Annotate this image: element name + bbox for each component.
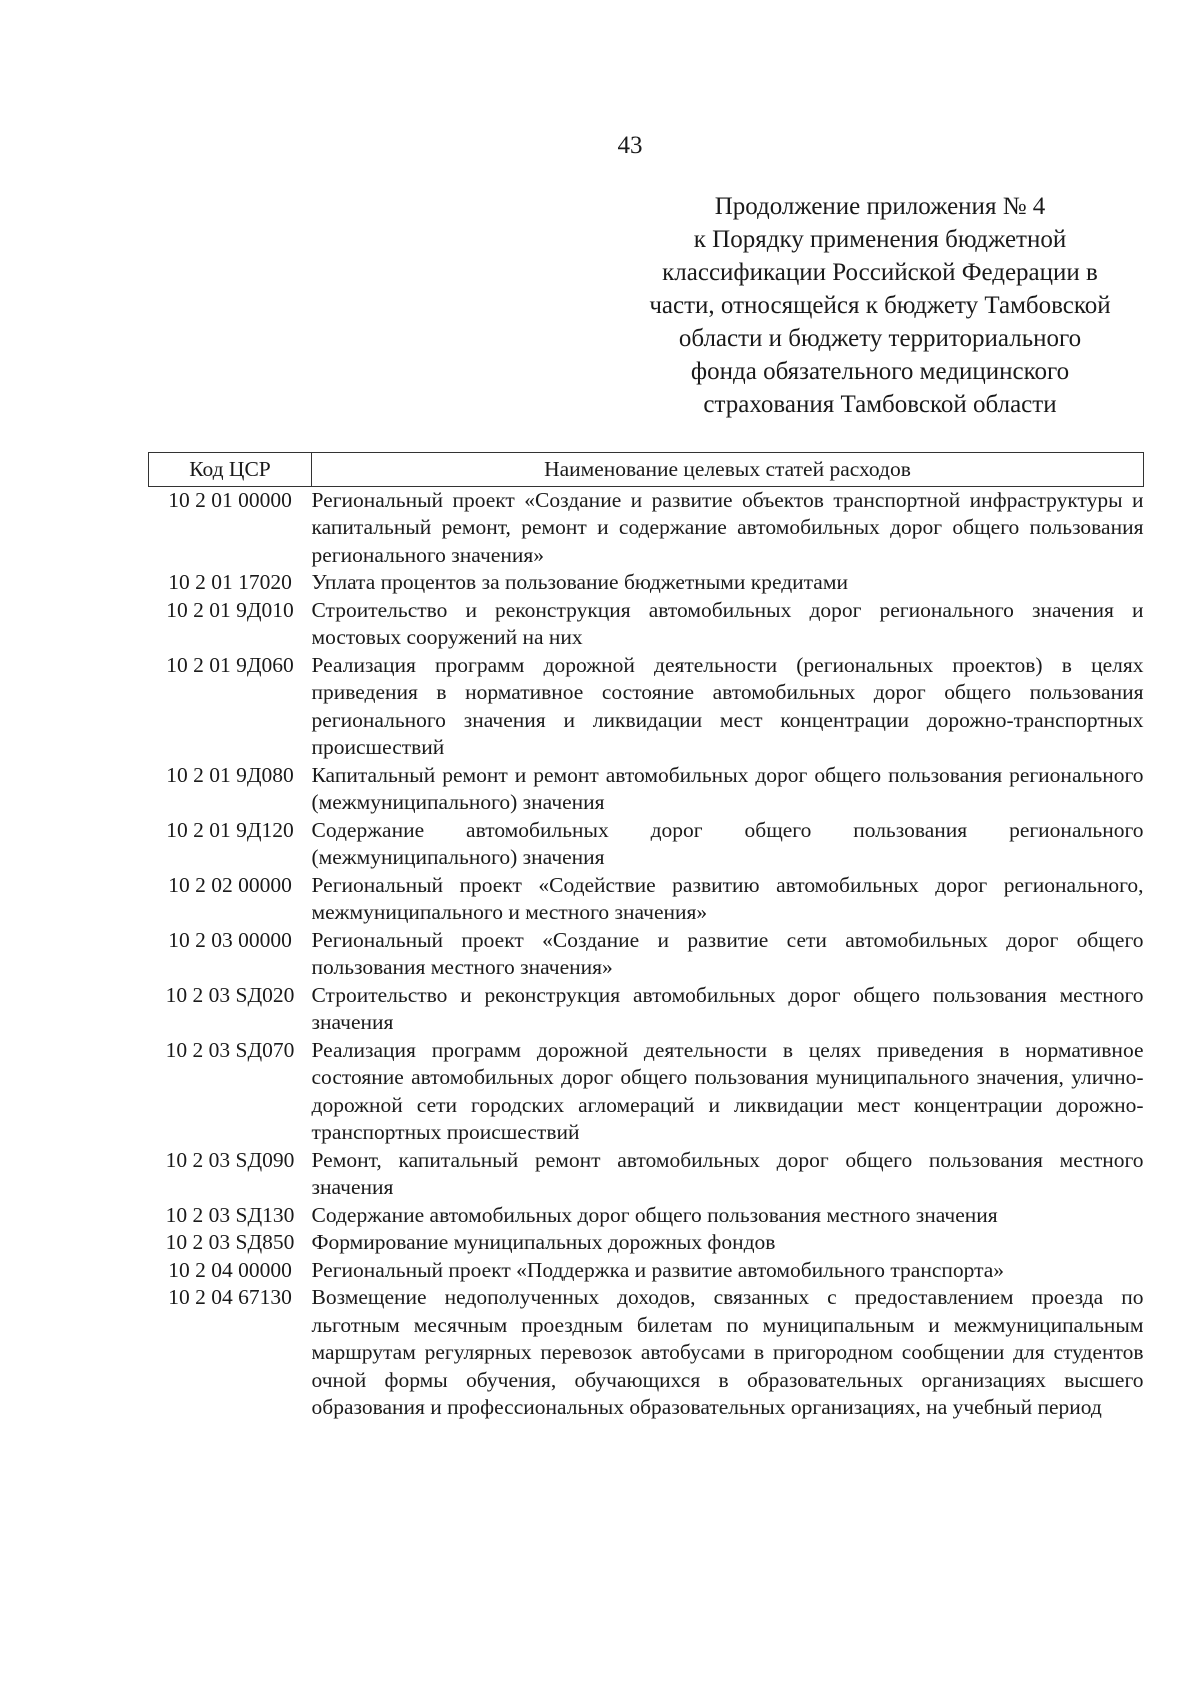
row-code: 10 2 03 SД850 xyxy=(165,1230,295,1254)
table-row xyxy=(149,762,1144,817)
table-row xyxy=(149,1147,1144,1202)
row-name: Реализация программ дорожной деятельности (региональных проектов) в целях приведения в нормативное состояние автомобильных дорог общего пользования регионального значения и ликвидации мест концентрации дорожно-транспортных происшествий xyxy=(311,652,1144,759)
row-code: 10 2 02 00000 xyxy=(168,872,292,897)
row-code: 10 2 01 9Д060 xyxy=(166,652,294,677)
row-name: Капитальный ремонт и ремонт автомобильных дорог общего пользования регионального (межмуниципального) значения xyxy=(311,762,1144,814)
row-name: Содержание автомобильных дорог общего пользования местного значения xyxy=(311,1202,998,1227)
row-code: 10 2 03 SД090 xyxy=(165,1147,295,1172)
row-code: 10 2 01 17020 xyxy=(168,570,292,594)
row-code: 10 2 04 00000 xyxy=(168,1257,292,1282)
table-row xyxy=(149,817,1144,872)
row-name: Возмещение недополученных доходов, связанных с предоставлением проезда по льготным месячным проездным билетам по муниципальным и межмуниципальным маршрутам регулярных перевозок автобусами в пригородном сообщении для студентов очной формы обучения, обучающихся в образовательных организациях высшего образования и профессиональных образовательных организациях, на учебный период xyxy=(311,1285,1144,1419)
row-name: Региональный проект «Создание и развитие объектов транспортной инфраструктуры и капитальный ремонт, ремонт и содержание автомобильных дорог общего пользования регионального значения» xyxy=(311,487,1144,567)
row-code: 10 2 01 00000 xyxy=(168,487,292,512)
appendix-header-line: фонда обязательного медицинского xyxy=(690,358,1070,385)
appendix-header xyxy=(615,190,1145,421)
row-name: Уплата процентов за пользование бюджетными кредитами xyxy=(311,570,848,594)
appendix-header-line: к Порядку применения бюджетной xyxy=(693,226,1067,253)
row-name: Региональный проект «Создание и развитие сети автомобильных дорог общего пользования местного значения» xyxy=(311,927,1144,979)
row-name: Строительство и реконструкция автомобильных дорог общего пользования местного значения xyxy=(311,982,1144,1034)
table-header-row xyxy=(149,453,1144,487)
table-row xyxy=(149,597,1144,652)
appendix-header-line: Продолжение приложения № 4 xyxy=(714,193,1046,220)
target-expense-articles-table xyxy=(148,452,1144,1422)
appendix-header-line: области и бюджету территориального xyxy=(678,325,1082,352)
row-name: Реализация программ дорожной деятельности в целях приведения в нормативное состояние автомобильных дорог общего пользования муниципального значения, улично-дорожной сети городских агломераций и ликвидации мест концентрации дорожно-транспортных происшествий xyxy=(311,1037,1144,1144)
row-code: 10 2 01 9Д120 xyxy=(166,817,294,842)
appendix-header-line: страхования Тамбовской области xyxy=(703,391,1057,418)
table-row xyxy=(149,652,1144,762)
row-code: 10 2 03 SД020 xyxy=(165,982,295,1007)
row-code: 10 2 04 67130 xyxy=(168,1285,292,1309)
table-row xyxy=(149,872,1144,927)
column-header-code: Код ЦСР xyxy=(149,453,312,487)
table-row xyxy=(149,1284,1144,1422)
row-name: Ремонт, капитальный ремонт автомобильных дорог общего пользования местного значения xyxy=(311,1147,1144,1199)
table-row xyxy=(149,1202,1144,1230)
appendix-header-line: классификации Российской Федерации в xyxy=(662,259,1098,286)
page-number: 43 xyxy=(617,132,643,159)
row-name: Строительство и реконструкция автомобильных дорог регионального значения и мостовых сооружений на них xyxy=(311,597,1144,649)
table-row xyxy=(149,1229,1144,1257)
column-header-name: Наименование целевых статей расходов xyxy=(312,453,1144,487)
row-code: 10 2 03 SД070 xyxy=(165,1037,295,1062)
row-name: Региональный проект «Поддержка и развитие автомобильного транспорта» xyxy=(311,1257,1005,1282)
row-code: 10 2 03 00000 xyxy=(168,927,292,952)
row-code: 10 2 01 9Д010 xyxy=(166,597,294,622)
table-row xyxy=(149,982,1144,1037)
row-name: Формирование муниципальных дорожных фондов xyxy=(311,1230,776,1254)
table-row xyxy=(149,1257,1144,1285)
table-row xyxy=(149,569,1144,597)
row-code: 10 2 03 SД130 xyxy=(165,1202,295,1227)
row-code: 10 2 01 9Д080 xyxy=(166,762,294,787)
appendix-header-line: части, относящейся к бюджету Тамбовской xyxy=(649,292,1111,319)
row-name: Содержание автомобильных дорог общего пользования регионального (межмуниципального) значения xyxy=(311,817,1144,869)
table-row xyxy=(149,1037,1144,1147)
row-name: Региональный проект «Содействие развитию автомобильных дорог регионального, межмуниципального и местного значения» xyxy=(311,872,1144,924)
table-row xyxy=(149,927,1144,982)
table-row xyxy=(149,486,1144,569)
